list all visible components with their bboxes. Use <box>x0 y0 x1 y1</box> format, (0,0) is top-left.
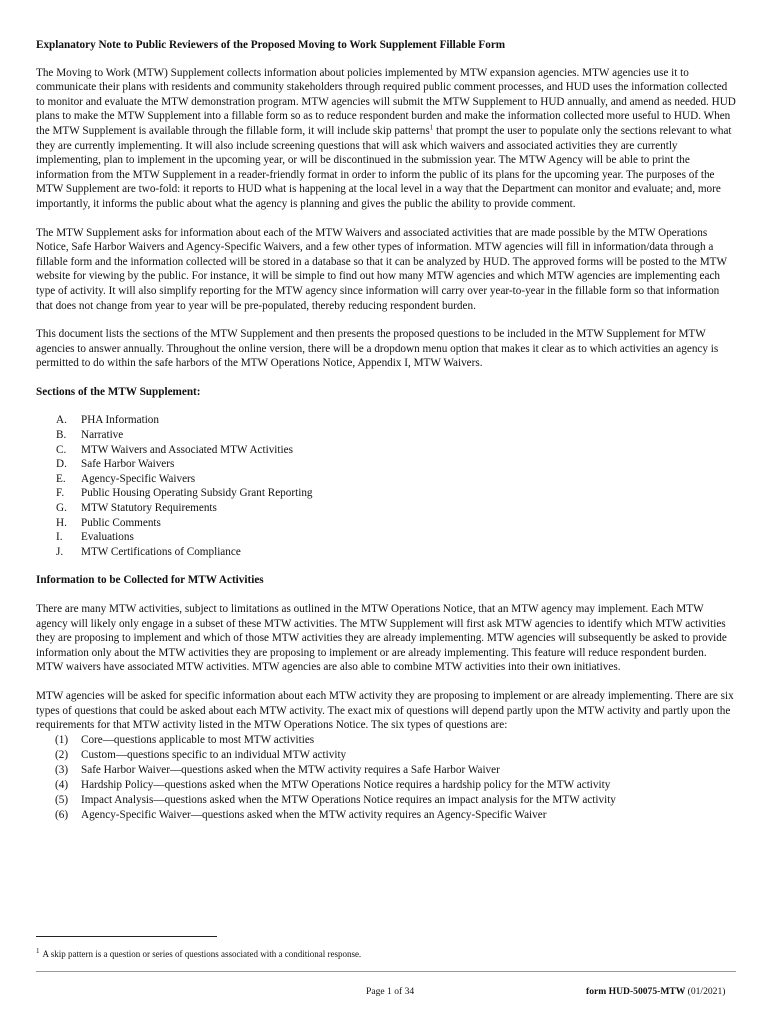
list-item-label: Custom—questions specific to an individual MTW activity <box>81 748 347 761</box>
form-date: (01/2021) <box>687 986 726 997</box>
info-collected-heading: Information to be Collected for MTW Activities <box>36 574 264 587</box>
list-item <box>36 778 736 793</box>
list-item-label: Safe Harbor Waiver—questions asked when the MTW activity requires a Safe Harbor Waiver <box>81 763 500 776</box>
list-marker: (2) <box>55 748 69 761</box>
list-item <box>36 808 736 823</box>
list-item-label: MTW Waivers and Associated MTW Activities <box>81 443 293 456</box>
footnote-reference[interactable]: 1 <box>429 123 434 132</box>
document-title: Explanatory Note to Public Reviewers of the Proposed Moving to Work Supplement Fillable Form <box>36 39 506 51</box>
footer-divider <box>36 971 736 972</box>
list-item-label: Evaluations <box>81 531 134 544</box>
document-purpose-paragraph: This document lists the sections of the MTW Supplement and then presents the proposed questions to be included in the MTW Supplement for MTW agencies to answer annually. Throughout the online version, there will be a dropdown menu option that makes it clear as to which activities an agency is permitted to do within the safe harbors of the MTW Operations Notice, Appendix I, MTW Waivers. <box>36 328 719 370</box>
list-item <box>36 457 736 472</box>
list-marker: C. <box>56 443 67 456</box>
list-marker: (3) <box>55 763 69 776</box>
footnote-separator <box>36 936 217 937</box>
list-item-label: Agency-Specific Waiver—questions asked when the MTW activity requires an Agency-Specific Waiver <box>81 808 547 821</box>
list-marker: (1) <box>55 733 69 746</box>
list-item <box>36 793 736 808</box>
question-types-list <box>36 733 736 823</box>
list-marker: (5) <box>55 793 69 806</box>
list-item <box>36 763 736 778</box>
list-marker: (4) <box>55 778 69 791</box>
list-marker: G. <box>56 502 67 515</box>
list-item <box>36 486 736 501</box>
form-identifier <box>586 986 725 997</box>
footnote <box>36 945 361 960</box>
list-marker: I. <box>56 531 63 544</box>
footnote-marker: 1 <box>36 947 40 955</box>
intro-paragraph <box>36 66 736 212</box>
list-item <box>36 748 736 763</box>
list-item <box>36 545 736 560</box>
intro-text-part-1: The Moving to Work (MTW) Supplement collects information about policies implemented by MTW expansion agencies. MTW agencies use it to communicate their plans with residents and community stakeholders through required public comment processes, and HUD uses the information collected to monitor and evaluate the MTW demonstration program. MTW agencies will submit the MTW Supplement to HUD annually, and amend as needed. HUD plans to make the MTW Supplement into a fillable form so as to reduce respondent burden and make the information collected more useful to HUD. When the MTW Supplement is available through the fillable form, it will include skip patterns <box>36 66 736 137</box>
list-item-label: Public Comments <box>81 516 161 529</box>
list-item-label: MTW Certifications of Compliance <box>81 545 241 558</box>
list-marker: J. <box>56 545 64 558</box>
page-number: Page 1 of 34 <box>366 986 415 997</box>
list-marker: F. <box>56 487 65 500</box>
list-marker: (6) <box>55 808 69 821</box>
list-item <box>36 472 736 487</box>
list-marker: H. <box>56 516 67 529</box>
intro-text-part-2: that prompt the user to populate only the sections relevant to what they are currently implementing. It will also include screening questions that will ask which waivers and associated activities they are currently implementing, plan to implement in the upcoming year, or will be discontinued in the submission year. The MTW Agency will be able to print the information from the MTW Supplement in a reader-friendly format in order to inform the public of its plans for the upcoming year. The purposes of the MTW Supplement are two-fold: it reports to HUD what is happening at the local level in a way that the Department can monitor and evaluate; and, more importantly, it informs the public about what the agency is planning and gives the public the ability to provide comment. <box>36 124 732 210</box>
list-item-label: MTW Statutory Requirements <box>81 502 217 515</box>
list-item-label: Core—questions applicable to most MTW activities <box>81 733 315 746</box>
list-item-label: Hardship Policy—questions asked when the MTW Operations Notice requires a hardship policy for the MTW activity <box>81 778 611 791</box>
sections-heading: Sections of the MTW Supplement: <box>36 385 201 398</box>
mtw-activities-paragraph: There are many MTW activities, subject to limitations as outlined in the MTW Operations Notice, that an MTW agency may implement. Each MTW agency will likely only engage in a subset of these MTW activities. The MTW Supplement will first ask MTW agencies to identify which MTW activities they are proposing to implement and which of those MTW activities they are already implementing. MTW agencies will subsequently be asked to provide information only about the MTW activities they are proposing to implement or are already implementing. This feature will reduce respondent burden. MTW waivers have associated MTW activities. MTW agencies are also able to combine MTW activities into their own initiatives. <box>36 603 727 674</box>
list-item-label: Narrative <box>81 429 124 442</box>
sections-list <box>36 413 736 559</box>
list-item-label: PHA Information <box>81 414 159 427</box>
question-types-paragraph: MTW agencies will be asked for specific information about each MTW activity they are proposing to implement or are already implementing. There are six types of questions that could be asked about each MTW activity. The exact mix of questions will depend partly upon the MTW activity and partly upon the requirements for that MTW activity listed in the MTW Operations Notice. The six types of questions are: <box>36 689 734 732</box>
list-marker: E. <box>56 472 66 485</box>
list-item <box>36 501 736 516</box>
page-body <box>36 38 736 823</box>
list-marker: A. <box>56 414 67 427</box>
list-item <box>36 428 736 443</box>
list-item-label: Agency-Specific Waivers <box>81 472 196 485</box>
footnote-text: A skip pattern is a question or series of questions associated with a conditional response. <box>42 949 362 959</box>
list-item-label: Safe Harbor Waivers <box>81 458 175 471</box>
list-item <box>36 443 736 458</box>
list-marker: B. <box>56 429 67 442</box>
list-item-label: Public Housing Operating Subsidy Grant Reporting <box>81 487 313 500</box>
supplement-info-paragraph: The MTW Supplement asks for information about each of the MTW Waivers and associated activities that are made possible by the MTW Operations Notice, Safe Harbor Waivers and Agency-Specific Waivers, and a few other types of information. MTW agencies will fill in information/data through a fillable form and the information collected will be stored in a database so that it can be analyzed by HUD. The approved forms will be posted to the MTW website for viewing by the public. For instance, it will be simple to find out how many MTW agencies and which MTW agencies are implementing each type of activity. It will also simplify reporting for the MTW agency since information will carry over year-to-year in the fillable form so that information that does not change from year to year will be pre-populated, thereby reducing respondent burden. <box>36 226 727 312</box>
list-item-label: Impact Analysis—questions asked when the MTW Operations Notice requires an impact analysis for the MTW activity <box>81 793 616 806</box>
list-item <box>36 413 736 428</box>
list-item <box>36 530 736 545</box>
list-item <box>36 733 736 748</box>
list-marker: D. <box>56 458 67 471</box>
list-item <box>36 516 736 531</box>
form-number: form HUD-50075-MTW <box>586 986 686 997</box>
